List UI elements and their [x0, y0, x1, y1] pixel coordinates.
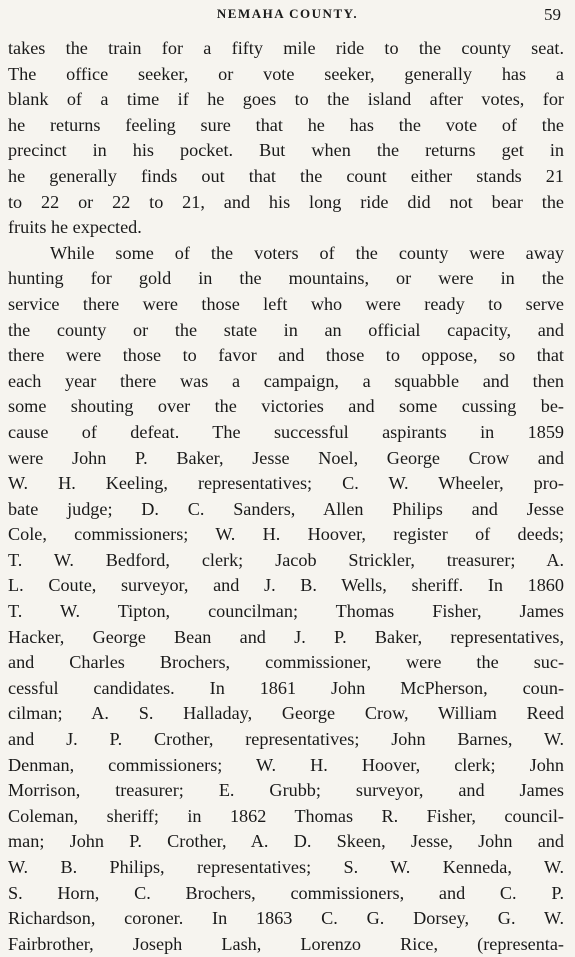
running-title: NEMAHA COUNTY. — [216, 6, 359, 21]
text-line: precinct in his pocket. But when the returns get in — [8, 140, 564, 161]
text-line: cilman; A. S. Halladay, George Crow, William Reed — [8, 703, 564, 724]
text-line: the county or the state in an official capacity, and — [8, 319, 564, 340]
text-line: cessful candidates. In 1861 John McPherson, coun- — [8, 677, 564, 698]
text-line: Coleman, sheriff; in 1862 Thomas R. Fisher, council- — [8, 805, 564, 826]
text-line: T. W. Bedford, clerk; Jacob Strickler, treasurer; A. — [8, 549, 564, 570]
paragraph — [8, 241, 564, 957]
text-line: service there were those left who were ready to serve — [8, 293, 564, 314]
text-line: S. Horn, C. Brochers, commissioners, and C. P. — [8, 882, 564, 903]
text-line: Hacker, George Bean and J. P. Baker, representatives, — [8, 626, 564, 647]
text-line: takes the train for a fifty mile ride to the county seat. — [8, 38, 564, 58]
text-line: some shouting over the victories and some cussing be- — [8, 396, 564, 417]
body-text — [8, 36, 564, 957]
text-line: he returns feeling sure that he has the vote of the — [8, 114, 564, 135]
page-number: 59 — [544, 5, 561, 24]
text-line: and Charles Brochers, commissioner, were the suc- — [8, 652, 564, 673]
text-line: each year there was a campaign, a squabble and then — [8, 370, 564, 391]
text-line: hunting for gold in the mountains, or were in the — [8, 268, 564, 289]
paragraph — [8, 36, 564, 241]
text-line: Cole, commissioners; W. H. Hoover, register of deeds; — [8, 524, 564, 545]
text-line: W. H. Keeling, representatives; C. W. Wheeler, pro- — [8, 473, 564, 494]
running-head — [0, 6, 575, 28]
text-line: Fairbrother, Joseph Lash, Lorenzo Rice, (representa- — [8, 933, 564, 954]
text-line: The office seeker, or vote seeker, generally has a — [8, 63, 564, 84]
text-line: W. B. Philips, representatives; S. W. Kenneda, W. — [8, 857, 564, 877]
text-line: Denman, commissioners; W. H. Hoover, clerk; John — [8, 754, 564, 775]
text-line: While some of the voters of the county were away — [50, 242, 564, 263]
text-line: L. Coute, surveyor, and J. B. Wells, sheriff. In 1860 — [8, 575, 564, 596]
text-line: bate judge; D. C. Sanders, Allen Philips and Jesse — [8, 498, 564, 519]
text-line: and J. P. Crother, representatives; John Barnes, W. — [8, 729, 564, 750]
text-line: Richardson, coroner. In 1863 C. G. Dorsey, G. W. — [8, 908, 564, 929]
text-line: were John P. Baker, Jesse Noel, George Crow and — [8, 447, 564, 468]
text-line: Morrison, treasurer; E. Grubb; surveyor, and James — [8, 780, 564, 801]
text-line: to 22 or 22 to 21, and his long ride did not bear the — [8, 191, 564, 212]
text-line: cause of defeat. The successful aspirants in 1859 — [8, 421, 564, 442]
text-line: there were those to favor and those to oppose, so that — [8, 345, 564, 366]
text-line: he generally finds out that the count either stands 21 — [8, 165, 564, 186]
text-line: blank of a time if he goes to the island after votes, for — [8, 89, 564, 110]
text-line: T. W. Tipton, councilman; Thomas Fisher, James — [8, 601, 564, 622]
text-line: fruits he expected. — [8, 217, 142, 238]
text-line: man; John P. Crother, A. D. Skeen, Jesse, John and — [8, 831, 564, 852]
